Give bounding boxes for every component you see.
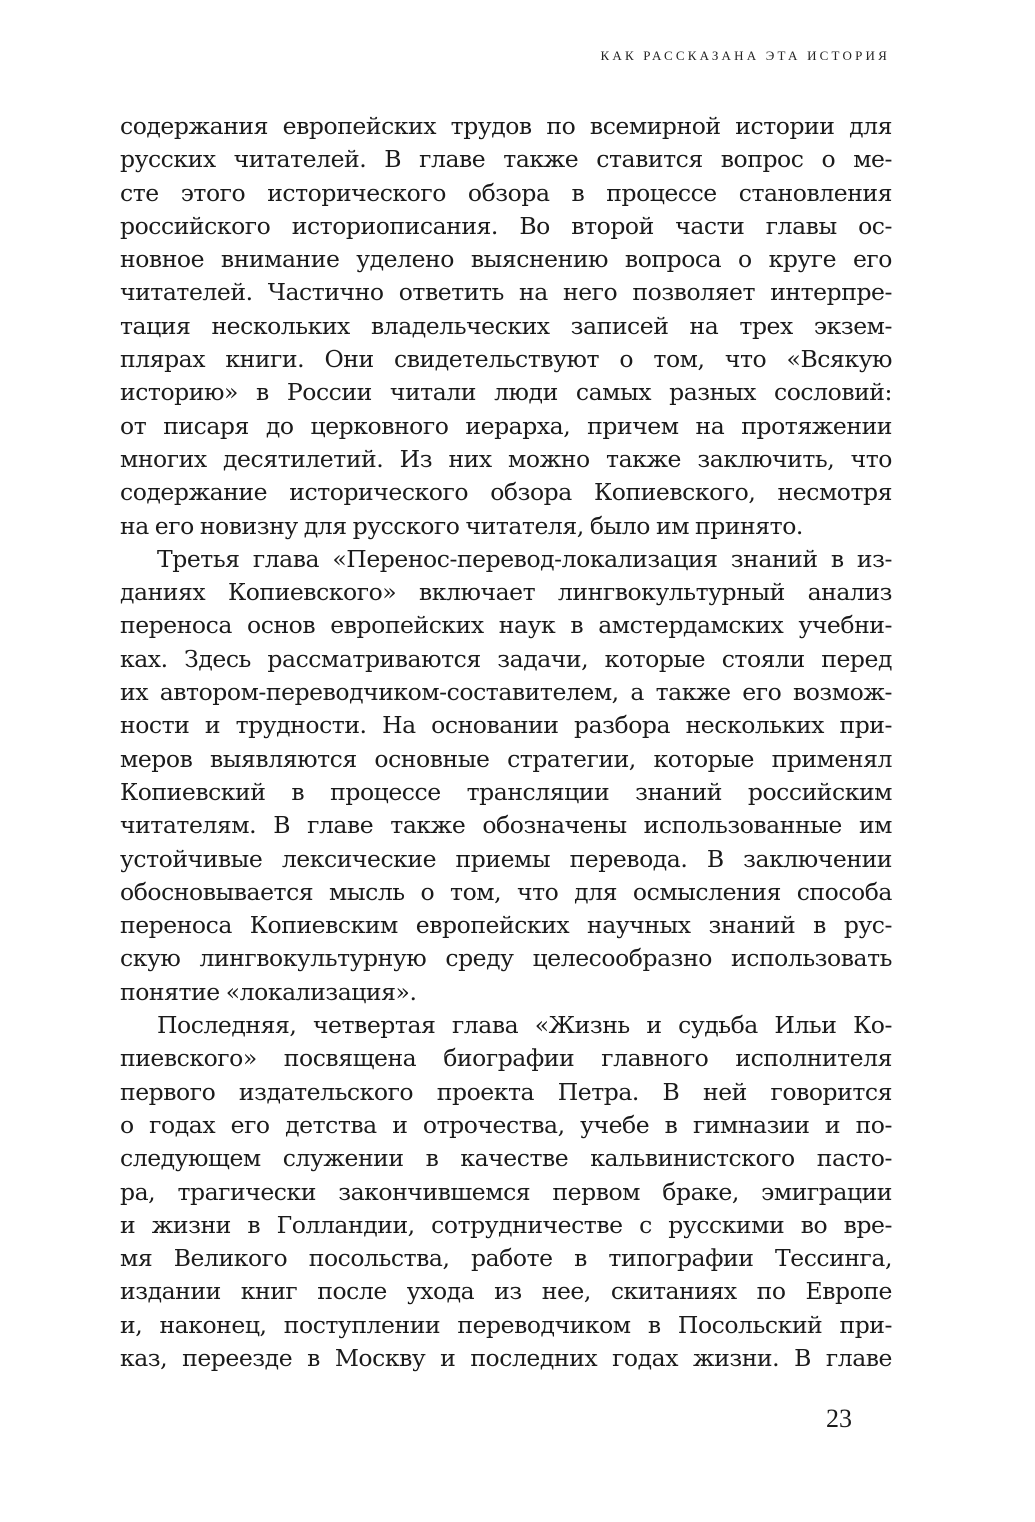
- text-line: читателям. В главе также обозначены использованные им: [120, 811, 892, 840]
- text-line: первого издательского проекта Петра. В ней говорится: [120, 1077, 892, 1106]
- text-line: каз, переезде в Москву и последних годах жизни. В главе: [120, 1343, 892, 1372]
- text-line: содержания европейских трудов по всемирной истории для: [120, 112, 892, 140]
- text-line: мя Великого посольства, работе в типографии Тессинга,: [120, 1244, 892, 1273]
- text-line: плярах книги. Они свидетельствуют о том, что «Всякую: [120, 345, 892, 374]
- text-line: о годах его детства и отрочества, учебе в гимназии и по-: [120, 1110, 892, 1139]
- text-line: обосновывается мысль о том, что для осмысления способа: [120, 877, 892, 906]
- paragraph-1: [120, 110, 892, 543]
- text-line: меров выявляются основные стратегии, которые применял: [120, 744, 892, 773]
- text-line: издании книг после ухода из нее, скитаниях по Европе: [120, 1277, 892, 1306]
- paragraph-2: [120, 543, 892, 1009]
- page-number: 23: [826, 1404, 852, 1433]
- text-line: переноса основ европейских наук в амстердамских учебни-: [120, 611, 892, 640]
- text-line: тация нескольких владельческих записей на трех экзем-: [120, 311, 892, 340]
- paragraph-3: [120, 1009, 892, 1375]
- text-line: и, наконец, поступлении переводчиком в Посольский при-: [120, 1310, 892, 1339]
- text-line: Копиевский в процессе трансляции знаний российским: [120, 777, 892, 806]
- text-line: на его новизну для русского читателя, было им принято.: [120, 511, 803, 540]
- text-line: и жизни в Голландии, сотрудничестве с русскими во вре-: [120, 1210, 892, 1239]
- text-line: российского историописания. Во второй части главы ос-: [120, 211, 892, 240]
- text-line: от писаря до церковного иерарха, причем на протяжении: [120, 411, 892, 440]
- text-line: устойчивые лексические приемы перевода. В заключении: [120, 844, 892, 873]
- text-line: историю» в России читали люди самых разных сословий:: [120, 378, 892, 407]
- text-line: ках. Здесь рассматриваются задачи, которые стояли перед: [120, 644, 892, 673]
- text-line: даниях Копиевского» включает лингвокультурный анализ: [120, 578, 892, 607]
- text-line: многих десятилетий. Из них можно также заключить, что: [120, 444, 892, 473]
- text-line: ра, трагически закончившемся первом браке, эмиграции: [120, 1177, 892, 1206]
- text-line: русских читателей. В главе также ставится вопрос о ме-: [120, 145, 892, 174]
- text-line: переноса Копиевским европейских научных знаний в рус-: [120, 911, 892, 940]
- text-line: Последняя, четвертая глава «Жизнь и судьба Ильи Ко-: [157, 1011, 892, 1040]
- text-line: скую лингвокультурную среду целесообразно использовать: [120, 944, 892, 973]
- text-line: их автором-переводчиком-составителем, а также его возмож-: [120, 678, 892, 707]
- text-line: понятие «локализация».: [120, 977, 417, 1006]
- text-line: пиевского» посвящена биографии главного исполнителя: [120, 1044, 892, 1073]
- text-line: читателей. Частично ответить на него позволяет интерпре-: [120, 278, 892, 307]
- text-line: следующем служении в качестве кальвинистского пасто-: [120, 1144, 892, 1173]
- body-text: [120, 110, 892, 1375]
- text-line: новное внимание уделено выяснению вопроса о круге его: [120, 245, 892, 274]
- text-line: ности и трудности. На основании разбора нескольких при-: [120, 711, 892, 740]
- running-head: КАК РАССКАЗАНА ЭТА ИСТОРИЯ: [600, 48, 890, 63]
- text-line: Третья глава «Перенос-перевод-локализация знаний в из-: [157, 544, 892, 573]
- text-line: содержание исторического обзора Копиевского, несмотря: [120, 478, 892, 507]
- text-line: сте этого исторического обзора в процессе становления: [120, 178, 892, 207]
